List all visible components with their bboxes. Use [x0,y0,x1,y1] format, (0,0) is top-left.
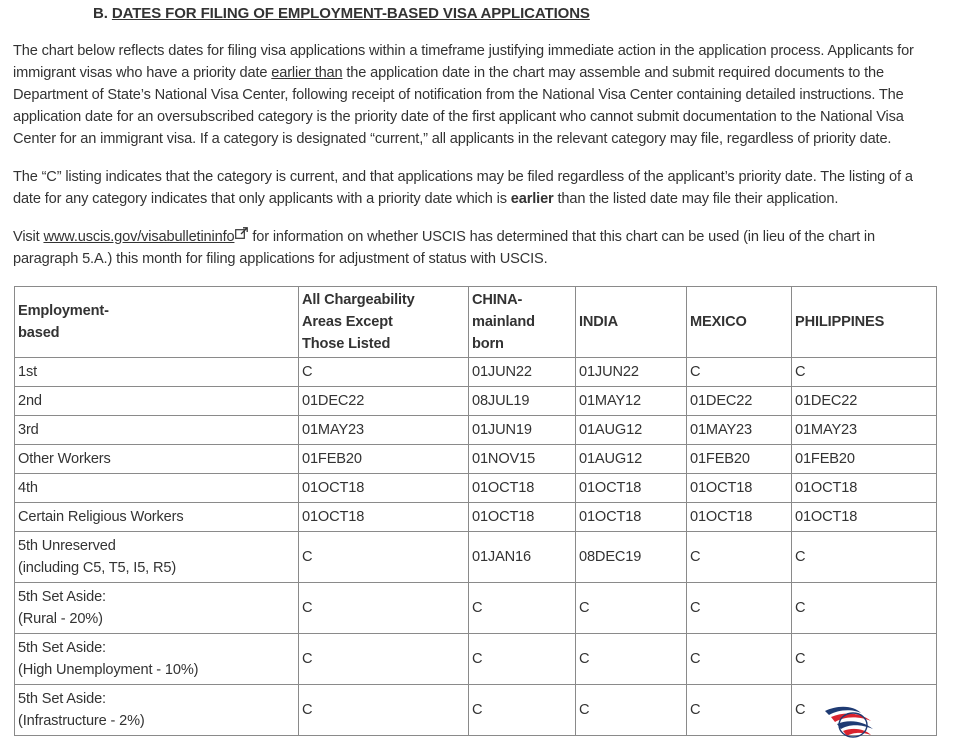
column-header-line: Areas Except [302,314,393,330]
category-label: (Infrastructure - 2%) [18,713,145,729]
date-cell: C [299,685,469,736]
external-link-icon[interactable] [235,227,248,239]
date-cell: 08JUL19 [469,387,576,416]
date-cell: 01OCT18 [687,474,792,503]
current-text-end: than the listed date may file their application. [553,191,839,207]
category-cell [15,583,299,634]
date-cell: 01FEB20 [792,445,937,474]
date-cell: C [687,358,792,387]
date-cell: 01OCT18 [469,503,576,532]
date-cell: 01DEC22 [299,387,469,416]
date-cell: 01OCT18 [469,474,576,503]
date-cell: 08DEC19 [576,532,687,583]
date-cell: C [687,634,792,685]
date-cell: 01FEB20 [687,445,792,474]
table-body [15,358,937,736]
column-header [687,287,792,358]
state-department-logo [823,703,875,741]
date-cell: C [792,358,937,387]
category-label: 5th Set Aside: [18,691,106,707]
date-cell: 01MAY12 [576,387,687,416]
date-cell: C [299,634,469,685]
date-cell: C [299,583,469,634]
page [13,0,943,729]
category-cell [15,532,299,583]
column-header-line: CHINA- [472,292,523,308]
current-text-start: The “C” listing indicates that the category is current, and that applications may be filed regardless of the applicant’s priority date. The listing of a date for any category indicates that only applicants with a priority date which is [13,169,913,207]
date-cell: 01FEB20 [299,445,469,474]
intro-text-start: The chart below reflects dates for filing visa applications within a timeframe justifying immediate action in the application process. Applicants for immigrant visas who have a priority date [13,43,914,81]
date-cell: C [469,685,576,736]
category-cell [15,503,299,532]
current-listing-paragraph [13,166,943,210]
intro-text-end: the application date in the chart may assemble and submit required documents to the Department of State’s National Visa Center, following receipt of notification from the National Visa Center containing detailed instructions. The application date for an oversubscribed category is the priority date of the first applicant who cannot submit documentation to the National Visa Center for an immigrant visa. If a category is designated “current,” all applicants in the relevant category may file, regardless of priority date. [13,65,904,147]
date-cell: C [576,685,687,736]
category-label: 1st [18,364,38,380]
date-cell: 01MAY23 [687,416,792,445]
intro-paragraph [13,40,943,150]
table-row [15,474,937,503]
date-cell: 01OCT18 [687,503,792,532]
column-header-line: based [18,325,60,341]
category-cell [15,416,299,445]
date-cell: 01OCT18 [299,474,469,503]
column-header-line: Those Listed [302,336,391,352]
visa-dates-table [14,286,937,736]
table-row [15,503,937,532]
table-row [15,358,937,387]
category-cell [15,685,299,736]
column-header [792,287,937,358]
category-label: 4th [18,480,38,496]
column-header [576,287,687,358]
uscis-text-start: Visit [13,229,44,245]
category-label: 5th Set Aside: [18,589,106,605]
column-header [15,287,299,358]
column-header-line: born [472,336,504,352]
category-cell [15,634,299,685]
category-label: Certain Religious Workers [18,509,184,525]
category-cell [15,445,299,474]
date-cell: C [299,358,469,387]
category-label: (including C5, T5, I5, R5) [18,560,177,576]
date-cell: C [792,583,937,634]
date-cell: 01NOV15 [469,445,576,474]
category-label: 2nd [18,393,42,409]
column-header-line: PHILIPPINES [795,314,885,330]
date-cell: 01AUG12 [576,445,687,474]
column-header [299,287,469,358]
date-cell: 01JAN16 [469,532,576,583]
category-cell [15,358,299,387]
date-cell: 01DEC22 [792,387,937,416]
section-title: DATES FOR FILING OF EMPLOYMENT-BASED VISA APPLICATIONS [111,5,590,22]
date-cell: 01OCT18 [576,474,687,503]
table-row [15,532,937,583]
table-row [15,583,937,634]
date-cell: 01MAY23 [299,416,469,445]
date-cell: 01JUN22 [469,358,576,387]
category-label: (High Unemployment - 10%) [18,662,199,678]
category-label: 5th Unreserved [18,538,116,554]
date-cell: 01JUN22 [576,358,687,387]
date-cell: 01DEC22 [687,387,792,416]
date-cell: 01OCT18 [576,503,687,532]
column-header-line: Employment- [18,303,109,319]
date-cell: C [792,685,937,736]
category-label: (Rural - 20%) [18,611,103,627]
date-cell: 01OCT18 [792,474,937,503]
date-cell: C [687,532,792,583]
table-row [15,685,937,736]
date-cell: C [792,532,937,583]
date-cell: C [687,583,792,634]
uscis-text-end: for information on whether USCIS has determined that this chart can be used (in lieu of the chart in paragraph 5.A.) this month for filing applications for adjustment of status with USCIS. [13,229,875,267]
category-cell [15,474,299,503]
date-cell: C [469,634,576,685]
table-header-row [15,287,937,358]
date-cell: C [687,685,792,736]
uscis-paragraph [13,226,943,270]
date-cell: 01AUG12 [576,416,687,445]
date-cell: C [792,634,937,685]
intro-emphasis: earlier than [271,65,343,81]
category-label: 5th Set Aside: [18,640,106,656]
current-emphasis: earlier [510,191,554,207]
date-cell: 01OCT18 [792,503,937,532]
date-cell: 01MAY23 [792,416,937,445]
column-header-line: All Chargeability [302,292,415,308]
column-header [469,287,576,358]
date-cell: C [299,532,469,583]
date-cell: C [469,583,576,634]
table-row [15,416,937,445]
table-row [15,387,937,416]
table-row [15,445,937,474]
column-header-line: INDIA [579,314,618,330]
date-cell: 01OCT18 [299,503,469,532]
date-cell: C [576,634,687,685]
category-label: 3rd [18,422,39,438]
date-cell: C [576,583,687,634]
table-row [15,634,937,685]
section-heading [93,5,943,23]
category-cell [15,387,299,416]
category-label: Other Workers [18,451,111,467]
uscis-link[interactable]: www.uscis.gov/visabulletininfo [43,229,235,245]
date-cell: 01JUN19 [469,416,576,445]
column-header-line: MEXICO [690,314,747,330]
section-letter: B. [93,5,108,22]
column-header-line: mainland [472,314,535,330]
